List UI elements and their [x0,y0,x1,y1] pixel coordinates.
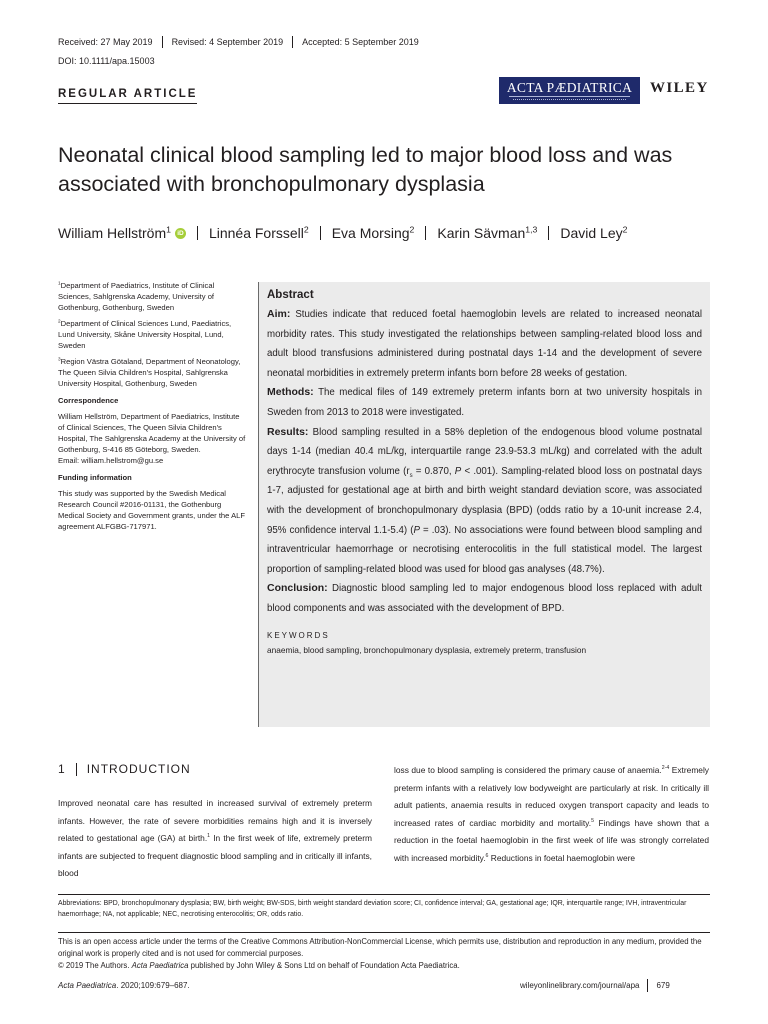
footer-citation: Acta Paediatrica. 2020;109:679–687. [58,981,190,990]
article-info-sidebar [58,280,246,537]
funding-heading: Funding information [58,473,132,482]
author-list [58,225,738,241]
funding-text: This study was supported by the Swedish Medical Research Council #2016-01131, the Gothenburg Medical Society and Government grants, under the ALF agreement ALFGBG-717971. [58,489,245,531]
article-type-label: REGULAR ARTICLE [58,88,197,104]
author[interactable]: William Hellström$^1$ [58,224,171,241]
affiliation: $^1$Department of Paediatrics, Institute of Clinical Sciences, Sahlgrenska Academy, University of Gothenburg, Gothenburg, Sweden [58,280,215,312]
copyright-line: © 2019 The Authors. Acta Paediatrica published by John Wiley & Sons Ltd on behalf of Foundation Acta Paediatrica. [58,961,460,970]
page-number: 679 [656,981,670,990]
author[interactable]: Linnéa Forssell$^2$ [208,224,309,241]
body-text-column-2: loss due to blood sampling is considered the primary cause of anaemia.$^{2-4}$ Extremely preterm infants with a relatively low bodyweight are particularly at risk. In critically ill adult patients, anaemia results in reduced oxygen transport capacity and leads to increased rates of cardiac morbidity and mortality.$^5$ Findings have shown that a reduction in the foetal haemoglobin in the first week of life was strongly correlated with increased morbidity.$^6$ Reductions in foetal haemoglobin were [394,765,710,863]
abstract-box [258,282,710,727]
acta-paediatrica-logo [499,77,640,104]
revised-date: Revised: 4 September 2019 [171,37,284,47]
correspondence-heading: Correspondence [58,396,119,405]
divider [548,226,549,240]
article-dates [58,36,419,48]
wiley-logo: WILEY [650,80,709,96]
divider [320,226,321,240]
license-notice [58,932,710,972]
citation-ref[interactable]: 5 [591,817,594,824]
abstract-results: Results: Blood sampling resulted in a 58% depletion of the endogenous blood volume postnatal days 1-14 (median 40.4 mL/kg, interquartile range 23.9-53.3 mL/kg) and correlated with the adult erythrocyte transfusion volume ($r_s = 0.870$, P < .001). Sampling-related blood loss on postnatal days 1-7, adjusted for gestational age at birth and birth weight standard deviation score, was associated with the development of bronchopulmonary dysplasia (BPD) (odds ratio by a 10-unit increase 2.4, 95% confidence interval 1.1-5.4) (P = .03). No associations were found between blood sampling and intraventricular haemorrhage or necrotising enterocolitis in the full statistical model. The largest proportion of sampling-related blood was used for blood gas analyses (48.7%). [267,425,703,575]
journal-logo-text: ACTA PÆDIATRICA [506,80,633,95]
citation-ref[interactable]: 6 [485,852,489,859]
abstract-heading: Abstract [267,289,314,301]
logo-rule [509,96,630,97]
body-text-column-1: Improved neonatal care has resulted in increased survival of extremely preterm infants. However, the rate of severe morbidities remains high and it is inversely related to gestational age (GA) at birth.$^1$ In the first week of life, extremely preterm infants are subjected to frequent diagnostic blood sampling and in critically ill infants, blood [58,798,372,878]
abstract-aim: Aim: Studies indicate that reduced foetal haemoglobin levels are related to increased neonatal morbidity rates. This study investigated the relationships between sampling-related blood loss and adult blood transfusions administered during postnatal days 1-14 and the development of severe neonatal morbidities in extremely preterm infants born before 28 weeks of gestation. [267,308,702,379]
affiliation: $^3$Region Västra Götaland, Department of Neonatology, The Queen Silvia Children's Hospital, Sahlgrenska University Hospital, Gothenburg, Sweden [58,356,241,388]
abstract-conclusion: Conclusion: Diagnostic blood sampling led to major endogenous blood loss replaced with adult blood components and was associated with the development of BPD. [267,582,702,614]
affiliation: $^2$Department of Clinical Sciences Lund, Paediatrics, Lund University, Skåne University Hospital, Lund, Sweden [58,318,232,350]
received-date: Received: 27 May 2019 [58,37,153,47]
divider [76,763,77,776]
keywords-heading: KEYWORDS [267,630,330,640]
divider [162,36,163,48]
divider [197,226,198,240]
license-text: This is an open access article under the terms of the Creative Commons Attribution-NonCommercial License, which permits use, distribution and reproduction in any medium, provided the original work is properly cited and is not used for commercial purposes. [58,937,702,958]
keywords-list: anaemia, blood sampling, bronchopulmonary dysplasia, extremely preterm, transfusion [267,644,587,655]
footer-right [520,979,670,992]
accepted-date: Accepted: 5 September 2019 [302,37,419,47]
author[interactable]: Eva Morsing$^2$ [331,224,415,241]
doi[interactable]: DOI: 10.1111/apa.15003 [58,56,155,66]
section-heading-introduction: 1 INTRODUCTION [58,762,191,776]
orcid-icon[interactable]: iD [175,228,186,239]
divider [292,36,293,48]
correspondence-text: William Hellström, Department of Paediatrics, Institute of Clinical Sciences, The Queen Silvia Children's Hospital, The Sahlgrenska Academy at the University of Gothenburg, S-416 85 Göteborg, Sweden. [58,412,246,454]
article-title: Neonatal clinical blood sampling led to major blood loss and was associated with bronchopulmonary dysplasia [58,143,673,196]
correspondence-email[interactable]: Email: william.hellstrom@gu.se [58,456,164,465]
citation-ref[interactable]: 2-4 [661,765,670,772]
author[interactable]: David Ley$^2$ [560,224,628,241]
divider [647,979,648,992]
abbreviations-footnote: Abbreviations: BPD, bronchopulmonary dysplasia; BW, birth weight; BW-SDS, birth weight standard deviation score; CI, confidence interval; GA, gestational age; IQR, interquartile range; IVH, intraventricular haemorrhage; NA, not applicable; NEC, necrotising enterocolitis; OR, odds ratio. [58,894,710,920]
logo-subline [513,99,626,102]
abstract-methods: Methods: The medical files of 149 extremely preterm infants born at two university hospitals in Sweden from 2013 to 2018 were investigated. [267,386,702,418]
author[interactable]: Karin Sävman$^{1,3}$ [437,224,538,241]
divider [425,226,426,240]
journal-url[interactable]: wileyonlinelibrary.com/journal/apa [520,981,640,990]
citation-ref[interactable]: 1 [207,833,211,840]
